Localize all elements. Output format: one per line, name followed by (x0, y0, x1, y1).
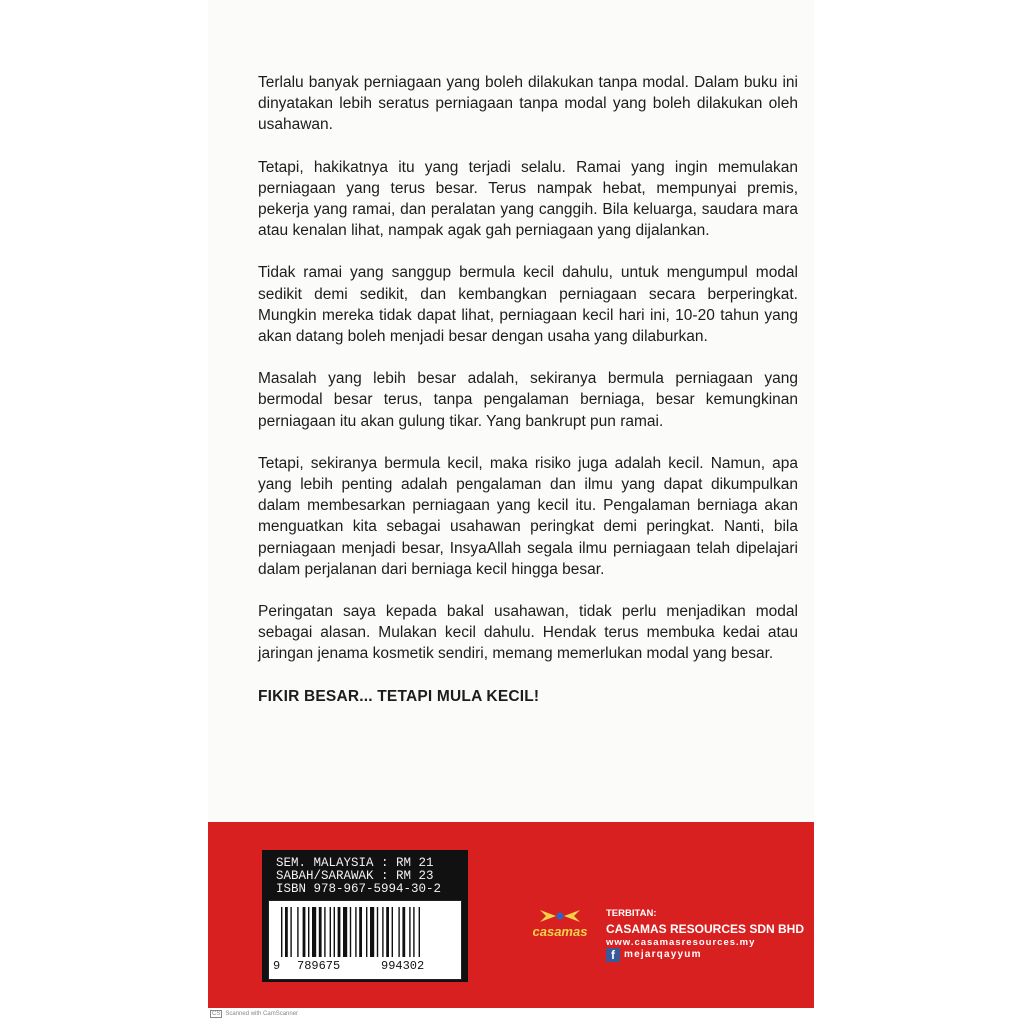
scanner-watermark (210, 1010, 298, 1018)
barcode-bar (382, 907, 383, 957)
price-peninsular: SEM. MALAYSIA : RM 21 (276, 856, 434, 870)
barcode-digits-right: 994302 (381, 959, 425, 973)
blurb-text (258, 72, 798, 728)
barcode-bar (343, 907, 347, 957)
barcode-bar (398, 907, 399, 957)
barcode-bar (355, 907, 356, 957)
paragraph-5: Tetapi, sekiranya bermula kecil, maka risiko juga adalah kecil. Namun, apa yang lebih penting adalah pengalaman dan ilmu yang dapat dikumpulkan dalam membesarkan perniagaan yang kecil itu. Pengalaman berniaga akan menguatkan kita sebagai usahawan peringkat demi peringkat. Nanti, bila perniagaan menjadi besar, InsyaAllah segala ilmu perniagaan telah dipelajari dalam perjalanan dari berniaga kecil hingga besar. (258, 454, 798, 578)
barcode-bar (330, 907, 331, 957)
barcode-bar (281, 907, 282, 957)
barcode-bar (419, 907, 420, 957)
logo-star-icon (526, 906, 594, 926)
barcode-bar (366, 907, 367, 957)
facebook-icon: f (606, 948, 620, 962)
camscanner-badge: CS (212, 1011, 221, 1017)
price-sabah-sarawak: SABAH/SARAWAK : RM 23 (276, 869, 434, 883)
logo-wordmark: casamas (532, 924, 588, 939)
barcode-bar (285, 907, 288, 957)
barcode-bar (319, 907, 322, 957)
publisher-label: TERBITAN: (606, 908, 657, 919)
publisher-url: www.casamasresources.my (606, 937, 756, 948)
paragraph-4: Masalah yang lebih besar adalah, sekiranya bermula perniagaan yang bermodal besar terus, tanpa pengalaman berniaga, besar kemungkinan perniagaan itu akan gulung tikar. Yang bankrupt pun ramai. (258, 370, 798, 430)
barcode-bar (303, 907, 306, 957)
barcode-bar (370, 907, 374, 957)
barcode-bar (312, 907, 316, 957)
barcode-bar (334, 907, 335, 957)
paragraph-1: Terlalu banyak perniagaan yang boleh dilakukan tanpa modal. Dalam buku ini dinyatakan lebih seratus perniagaan tanpa modal yang boleh dilakukan oleh usahawan. (258, 74, 798, 134)
facebook-handle: mejarqayyum (624, 949, 702, 960)
barcode-bar (338, 907, 341, 957)
barcode (268, 900, 462, 980)
barcode-bar (377, 907, 378, 957)
barcode-bar (413, 907, 414, 957)
barcode-bar (359, 907, 362, 957)
barcode-bar (409, 907, 410, 957)
barcode-digits (269, 959, 461, 975)
casamas-logo (526, 906, 594, 940)
paragraph-2: Tetapi, hakikatnya itu yang terjadi selalu. Ramai yang ingin memulakan perniagaan yang terus besar. Terus nampak hebat, mempunyai premis, pekerja yang ramai, dan peralatan yang canggih. Bila keluarga, saudara mara atau kenalan lihat, nampak agak gah perniagaan yang dijalankan. (258, 158, 798, 240)
barcode-bar (308, 907, 309, 957)
scan-text: Scanned with CamScanner (225, 1011, 299, 1017)
barcode-bar (386, 907, 389, 957)
barcode-bar (402, 907, 405, 957)
barcode-bar (350, 907, 351, 957)
isbn-number: ISBN 978-967-5994-30-2 (276, 882, 442, 896)
paragraph-6: Peringatan saya kepada bakal usahawan, tidak perlu menjadikan modal sebagai alasan. Mulakan kecil dahulu. Hendak terus membuka kedai atau jaringan jenama kosmetik sendiri, memang memerlukan modal yang besar. (258, 603, 798, 663)
publisher-name: CASAMAS RESOURCES SDN BHD (606, 922, 805, 936)
publisher-info (606, 908, 804, 949)
barcode-bar (324, 907, 325, 957)
tagline: FIKIR BESAR... TETAPI MULA KECIL! (258, 687, 540, 705)
barcode-bar (297, 907, 298, 957)
barcode-bar (392, 907, 393, 957)
barcode-bar (290, 907, 291, 957)
paragraph-3: Tidak ramai yang sanggup bermula kecil dahulu, untuk mengumpul modal sedikit demi sedikit, dan kembangkan perniagaan secara berperingkat. Mungkin mereka tidak dapat lihat, perniagaan kecil hari ini, 10-20 tahun yang akan datang boleh menjadi besar dengan usaha yang dilaburkan. (258, 264, 798, 346)
barcode-bars (269, 901, 461, 961)
barcode-digits-left: 789675 (297, 959, 341, 973)
barcode-digit-first: 9 (273, 959, 281, 973)
